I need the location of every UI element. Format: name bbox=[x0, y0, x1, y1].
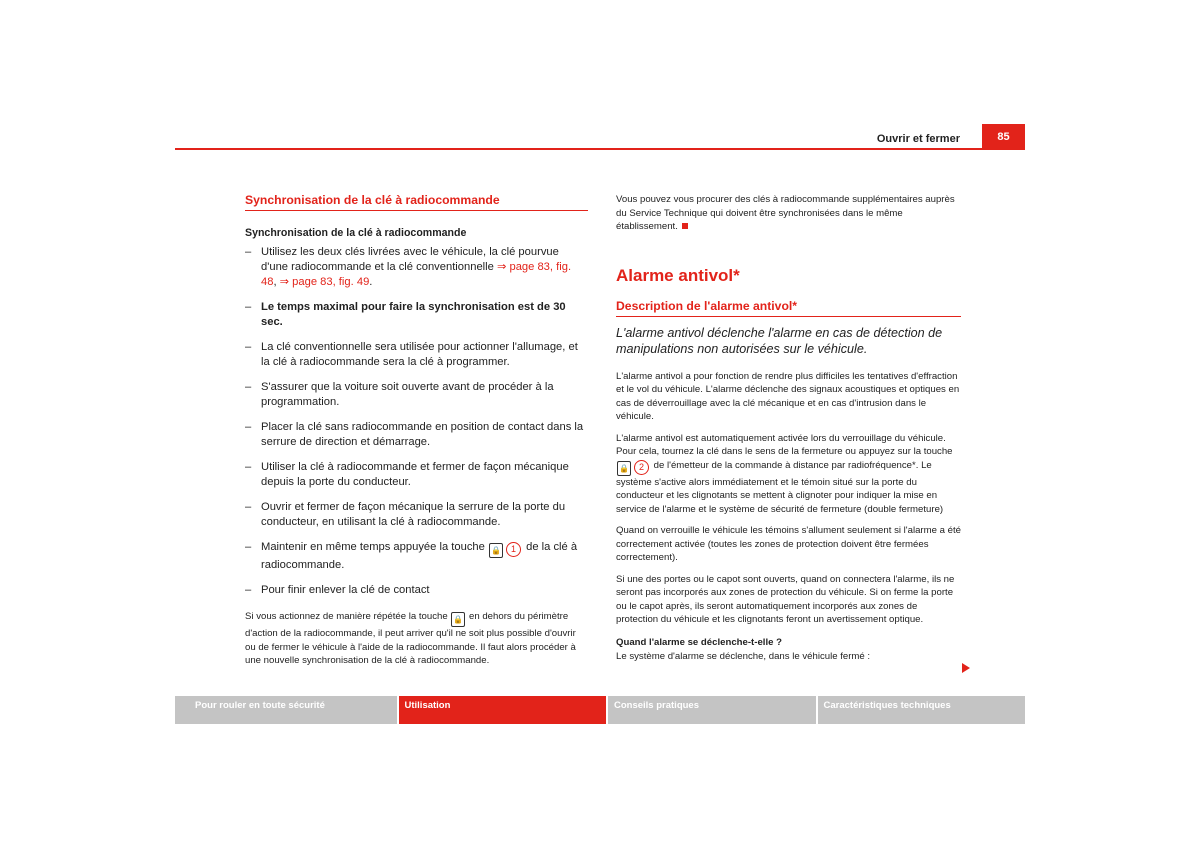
list-item: – Utilisez les deux clés livrées avec le véhicule, la clé pourvue d'une radiocommande et la clé conventionnelle ⇒ page 83, fig. 48, ⇒ page 83, fig. 49. bbox=[245, 245, 588, 290]
right-column bbox=[616, 193, 961, 671]
section-title: Synchronisation de la clé à radiocommande bbox=[245, 193, 588, 211]
footer-tabs bbox=[175, 696, 1025, 724]
paragraph: Quand on verrouille le véhicule les témoins s'allument seulement si l'alarme a été correctement activée (toutes les zones de protection doivent être fermées correctement). bbox=[616, 525, 961, 563]
intro-paragraph: Vous pouvez vous procurer des clés à radiocommande supplémentaires auprès du Service Technique qui doivent être synchronisées dans le même établissement. bbox=[616, 194, 955, 232]
callout-number: 1 bbox=[506, 542, 521, 557]
list-item: – Ouvrir et fermer de façon mécanique la serrure de la porte du conducteur, en utilisant la clé à radiocommande. bbox=[245, 500, 588, 530]
lock-key-icon: 🔒 bbox=[617, 461, 631, 476]
list-item: – Le temps maximal pour faire la synchronisation est de 30 sec. bbox=[245, 300, 588, 330]
question-heading: Quand l'alarme se déclenche-t-elle ? bbox=[616, 636, 782, 648]
paragraph: L'alarme antivol est automatiquement activée lors du verrouillage du véhicule. Pour cela, tournez la clé dans le sens de la fermeture ou appuyez sur la touche 🔒 2 de l'émetteur de la commande à distance par radiofréquence*. Le système s'active alors immédiatement et le témoin situé sur la porte du conducteur et les clignotants se mettent à clignoter pour indiquer la mise en service de l'alarme et le système de sécurité de fermeture (double fermeture) bbox=[616, 432, 953, 515]
next-arrow-icon bbox=[962, 663, 970, 673]
left-column bbox=[245, 193, 588, 677]
end-square-icon bbox=[682, 223, 688, 229]
callout-number: 2 bbox=[634, 460, 649, 475]
lead-paragraph: L'alarme antivol déclenche l'alarme en cas de détection de manipulations non autorisées sur le véhicule. bbox=[616, 325, 943, 356]
page-ref-link[interactable]: ⇒ page 83, fig. 49 bbox=[279, 276, 370, 288]
tab-utilisation[interactable]: Utilisation bbox=[399, 696, 607, 724]
list-item: – Placer la clé sans radiocommande en position de contact dans la serrure de direction et démarrage. bbox=[245, 420, 588, 450]
tab-caracteristiques[interactable]: Caractéristiques techniques bbox=[818, 696, 1026, 724]
chapter-title: Ouvrir et fermer bbox=[876, 133, 960, 145]
list-item: – La clé conventionnelle sera utilisée pour actionner l'allumage, et la clé à radiocommande sera la clé à programmer. bbox=[245, 340, 588, 370]
list-item: – Pour finir enlever la clé de contact bbox=[245, 583, 588, 598]
tab-conseils[interactable]: Conseils pratiques bbox=[608, 696, 816, 724]
note-paragraph: Si vous actionnez de manière répétée la touche 🔒 en dehors du périmètre d'action de la radiocommande, il peut arriver qu'il ne soit plus possible d'ouvrir ou de fermer le véhicule à l'aide de la radiocommande. Il faut alors procéder à une nouvelle synchronisation de la clé à radiocommande. bbox=[245, 611, 576, 666]
main-title: Alarme antivol* bbox=[616, 265, 740, 285]
steps-list bbox=[245, 245, 588, 598]
page-ref-link[interactable]: ⇒ page 83, fig. 48 bbox=[261, 261, 572, 288]
header-rule bbox=[175, 148, 1025, 150]
paragraph: Si une des portes ou le capot sont ouverts, quand on connectera l'alarme, ils ne seront pas incorporés aux zones de protection du véhicule. Si on ferme la porte ou le capot après, ils seront automatiquement incorporés aux zones de protection du véhicule et les clignotants feront un avertissement optique. bbox=[616, 573, 955, 625]
tab-securite[interactable]: Pour rouler en toute sécurité bbox=[175, 696, 397, 724]
lock-key-icon: 🔒 bbox=[451, 612, 465, 627]
list-item: – Maintenir en même temps appuyée la touche 🔒 1 de la clé à radiocommande. bbox=[245, 540, 588, 573]
list-item: – S'assurer que la voiture soit ouverte avant de procéder à la programmation. bbox=[245, 380, 588, 410]
lock-key-icon: 🔒 bbox=[489, 543, 503, 558]
list-item: – Utiliser la clé à radiocommande et fermer de façon mécanique depuis la porte du conducteur. bbox=[245, 460, 588, 490]
paragraph: L'alarme antivol a pour fonction de rendre plus difficiles les tentatives d'effraction et le vol du véhicule. L'alarme déclenche des signaux acoustiques et optiques en cas de déverrouillage avec la clé mécanique et en cas d'intrusion dans le véhicule. bbox=[616, 370, 960, 422]
subheading: Synchronisation de la clé à radiocommande bbox=[245, 227, 467, 239]
paragraph: Le système d'alarme se déclenche, dans le véhicule fermé : bbox=[616, 650, 871, 662]
subsection-title: Description de l'alarme antivol* bbox=[616, 299, 961, 317]
page-number: 85 bbox=[982, 124, 1025, 149]
